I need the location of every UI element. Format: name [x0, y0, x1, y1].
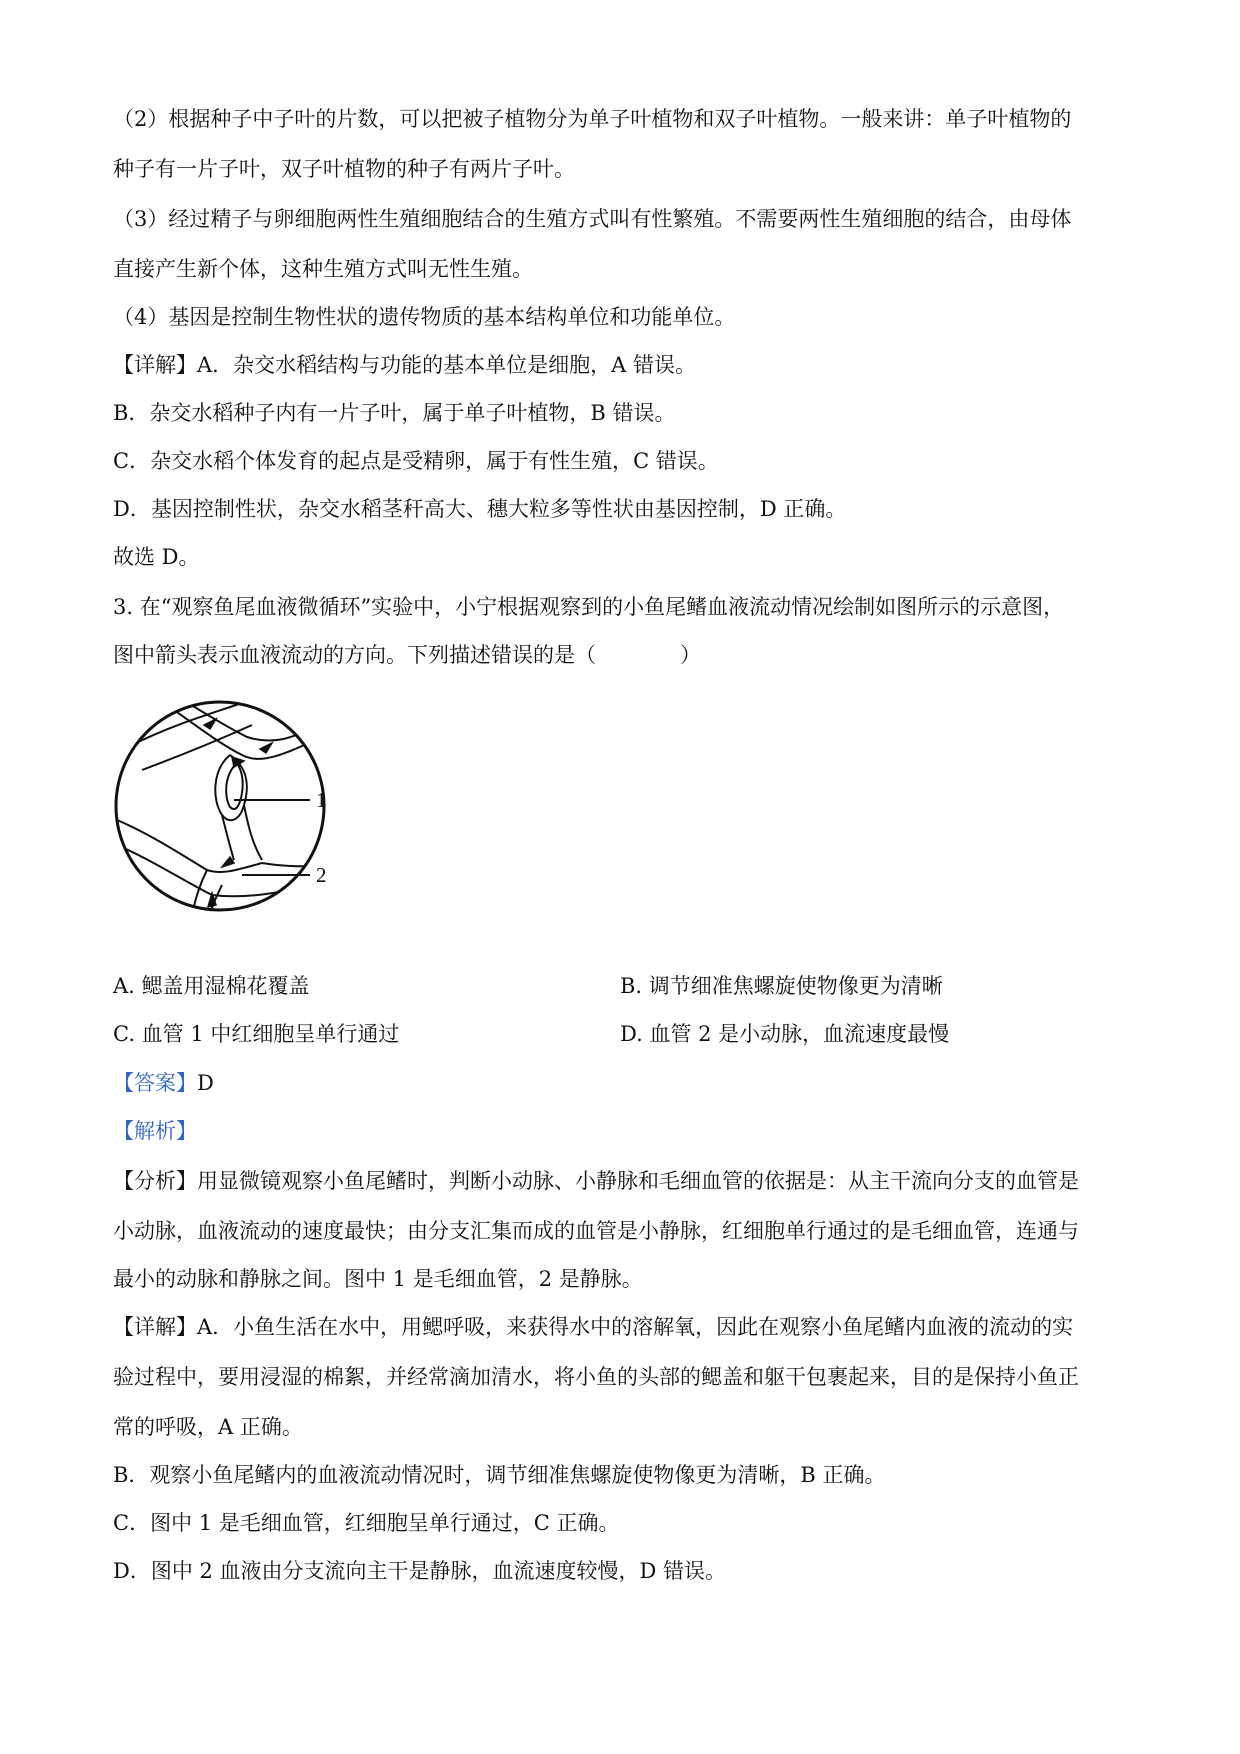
answer-tag: 【答案】	[113, 1071, 197, 1095]
note-3-line-1: （3）经过精子与卵细胞两性生殖细胞结合的生殖方式叫有性繁殖。不需要两性生殖细胞的结合，由母体	[113, 207, 1072, 231]
q2-detail-d: D．基因控制性状，杂交水稻茎秆高大、穗大粒多等性状由基因控制，D 正确。	[113, 497, 847, 521]
q2-conclusion: 故选 D。	[113, 545, 200, 569]
figure-label-1: 1	[316, 788, 327, 812]
q3-detail-b: B．观察小鱼尾鳍内的血液流动情况时，调节细准焦螺旋使物像更为清晰，B 正确。	[113, 1463, 886, 1487]
q3-stem-line-1: 3. 在“观察鱼尾血液微循环”实验中，小宁根据观察到的小鱼尾鳍血液流动情况绘制如图所示的示意图，	[113, 595, 1065, 619]
q3-detail-c: C．图中 1 是毛细血管，红细胞呈单行通过，C 正确。	[113, 1511, 620, 1535]
answer-line	[113, 1069, 214, 1097]
q3-detail-a-line-3: 常的呼吸，A 正确。	[113, 1415, 303, 1439]
option-b: B. 调节细准焦螺旋使物像更为清晰	[620, 974, 943, 998]
analysis-line-3: 最小的动脉和静脉之间。图中 1 是毛细血管，2 是静脉。	[113, 1267, 643, 1291]
q2-detail-b: B．杂交水稻种子内有一片子叶，属于单子叶植物，B 错误。	[113, 401, 676, 425]
figure-label-2: 2	[316, 863, 327, 887]
q3-detail-a-line-1: 【详解】A．小鱼生活在水中，用鳃呼吸，来获得水中的溶解氧，因此在观察小鱼尾鳍内血液的流动的实	[113, 1315, 1074, 1339]
q3-detail-d: D．图中 2 血液由分支流向主干是静脉，血流速度较慢，D 错误。	[113, 1559, 727, 1583]
option-a: A. 鳃盖用湿棉花覆盖	[113, 974, 310, 998]
q2-detail-a: 【详解】A．杂交水稻结构与功能的基本单位是细胞，A 错误。	[113, 353, 697, 377]
blood-flow-diagram	[112, 685, 382, 935]
note-3-line-2: 直接产生新个体，这种生殖方式叫无性生殖。	[113, 257, 533, 281]
note-2-line-1: （2）根据种子中子叶的片数，可以把被子植物分为单子叶植物和双子叶植物。一般来讲：单子叶植物的	[113, 107, 1072, 131]
q3-detail-a-line-2: 验过程中，要用浸湿的棉絮，并经常滴加清水，将小鱼的头部的鳃盖和躯干包裹起来，目的是保持小鱼正	[113, 1365, 1079, 1389]
note-4: （4）基因是控制生物性状的遗传物质的基本结构单位和功能单位。	[113, 305, 736, 329]
analysis-line-1: 【分析】用显微镜观察小鱼尾鳍时，判断小动脉、小静脉和毛细血管的依据是：从主干流向分支的血管是	[113, 1169, 1079, 1193]
q2-detail-c: C．杂交水稻个体发育的起点是受精卵，属于有性生殖，C 错误。	[113, 449, 719, 473]
analysis-line-2: 小动脉，血液流动的速度最快；由分支汇集而成的血管是小静脉，红细胞单行通过的是毛细血管，连通与	[113, 1219, 1079, 1243]
option-d: D. 血管 2 是小动脉，血流速度最慢	[620, 1022, 950, 1046]
analysis-tag: 【解析】	[113, 1119, 197, 1143]
note-2-line-2: 种子有一片子叶，双子叶植物的种子有两片子叶。	[113, 157, 575, 181]
answer-value: D	[197, 1071, 214, 1095]
option-c: C. 血管 1 中红细胞呈单行通过	[113, 1022, 400, 1046]
field-of-view-circle	[116, 702, 324, 910]
q3-stem-line-2: 图中箭头表示血液流动的方向。下列描述错误的是（ ）	[113, 643, 701, 667]
